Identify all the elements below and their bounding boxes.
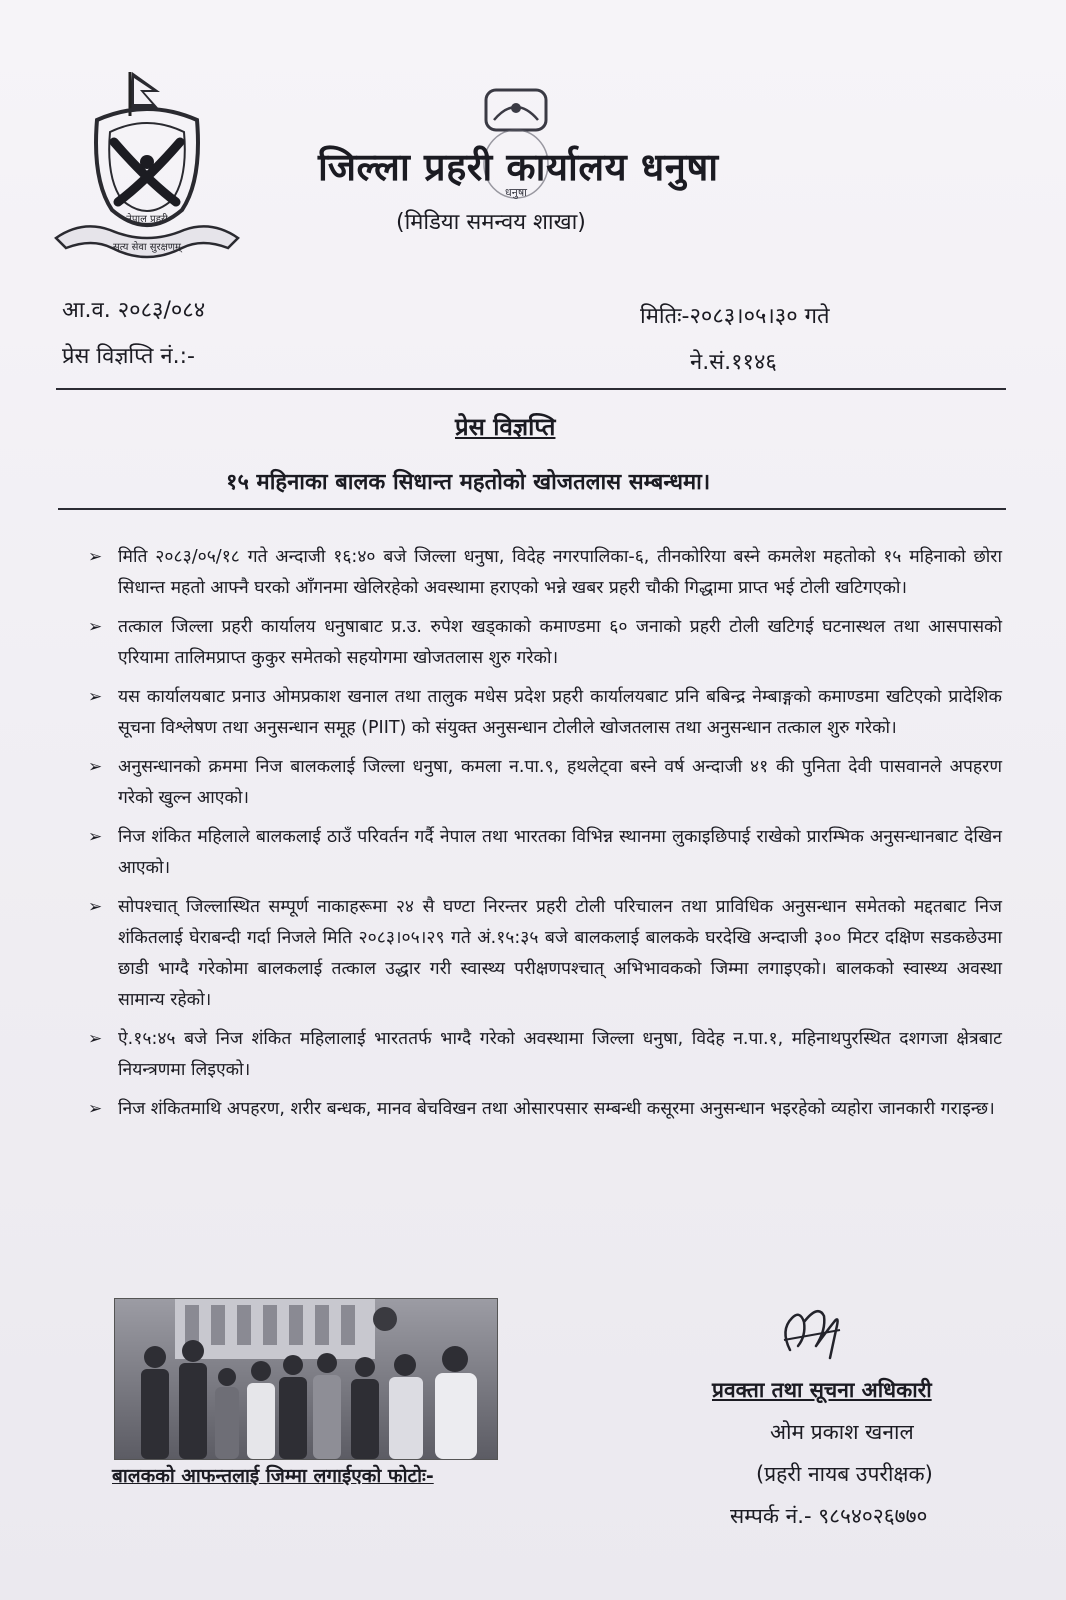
signatory-contact: सम्पर्क नं.- ९८५४०२६७७० (730, 1504, 928, 1528)
bullet-item (88, 822, 1002, 884)
arrow-bullet-icon: ➢ (88, 617, 103, 637)
divider-subject (58, 508, 1006, 510)
nepal-police-emblem-icon (52, 70, 242, 270)
bullet-text: तत्काल जिल्ला प्रहरी कार्यालय धनुषाबाट प्र.उ. रुपेश खड्काको कमाण्डमा ६० जनाको प्रहरी टोली खटिगई घटनास्थल तथा आसपासको एरियामा तालिमप्राप्त कुकुर समेतको सहयोगमा खोजतलास शुरु गरेको। (118, 617, 1002, 668)
signatory-name: ओम प्रकाश खनाल (770, 1420, 914, 1444)
divider-top (56, 388, 1006, 390)
bullet-text: निज शंकित महिलाले बालकलाई ठाउँ परिवर्तन गर्दै नेपाल तथा भारतका विभिन्न स्थानमा लुकाइछिपाई राखेको प्रारम्भिक अनुसन्धानबाट देखिन आएको। (118, 827, 1002, 878)
bullet-item (88, 682, 1002, 744)
svg-text:धनुषा: धनुषा (504, 186, 528, 199)
press-release-number: प्रेस विज्ञप्ति नं.:- (62, 344, 195, 369)
handwritten-signature-icon (770, 1300, 850, 1364)
arrow-bullet-icon: ➢ (88, 687, 103, 707)
fiscal-year: आ.व. २०८३/०८४ (62, 298, 206, 323)
office-title: जिल्ला प्रहरी कार्यालय धनुषा (318, 145, 719, 189)
handover-photo (114, 1298, 498, 1460)
arrow-bullet-icon: ➢ (88, 1099, 103, 1119)
arrow-bullet-icon: ➢ (88, 1029, 103, 1049)
bullet-item (88, 1094, 1002, 1125)
svg-text:नेपाल प्रहरी: नेपाल प्रहरी (126, 214, 168, 225)
bullet-item (88, 542, 1002, 604)
bullet-text: निज शंकितमाथि अपहरण, शरीर बन्धक, मानव बेचविखन तथा ओसारपसार सम्बन्धी कसूरमा अनुसन्धान भइरहेको व्यहोरा जानकारी गराइन्छ। (118, 1099, 995, 1119)
branch-name: (मिडिया समन्वय शाखा) (396, 210, 586, 235)
bullet-item (88, 892, 1002, 1016)
bullet-text: यस कार्यालयबाट प्रनाउ ओमप्रकाश खनाल तथा तालुक मधेस प्रदेश प्रहरी कार्यालयबाट प्रनि बबिन्द्र नेम्बाङ्गको कमाण्डमा खटिएको प्रादेशिक सूचना विश्लेषण तथा अनुसन्धान समूह (PIIT) को संयुक्त अनुसन्धान टोलीले खोजतलास तथा अनुसन्धान तत्काल शुरु गरेको। (118, 687, 1002, 738)
document-heading: प्रेस विज्ञप्ति (455, 413, 556, 441)
photo-caption: बालकको आफन्तलाई जिम्मा लगाईएको फोटोः- (112, 1465, 434, 1487)
arrow-bullet-icon: ➢ (88, 897, 103, 917)
arrow-bullet-icon: ➢ (88, 827, 103, 847)
bullet-text: अनुसन्धानको क्रममा निज बालकलाई जिल्ला धनुषा, कमला न.पा.९, हथलेट्वा बस्ने वर्ष अन्दाजी ४१ की पुनिता देवी पासवानले अपहरण गरेको खुल्न आएको। (118, 757, 1002, 808)
release-date: मितिः-२०८३।०५।३० गते (640, 304, 830, 329)
bullet-text: सोपश्चात् जिल्लास्थित सम्पूर्ण नाकाहरूमा २४ सै घण्टा निरन्तर प्रहरी टोली परिचालन तथा प्राविधिक अनुसन्धान समेतको मद्दतबाट निज शंकितलाई घेराबन्दी गर्दा निजले मिति २०८३।०५।२९ गते अं.१५:३५ बजे बालकलाई बालकके घरदेखि अन्दाजी ३०० मिटर दक्षिण सडकछेउमा छाडी भाग्दै गरेकोमा बालकलाई तत्काल उद्धार गरी स्वास्थ्य परीक्षणपश्चात् अभिभावकको जिम्मा लगाइएको। बालकको स्वास्थ्य अवस्था सामान्य रहेको। (118, 897, 1002, 1010)
bullet-item (88, 1024, 1002, 1086)
bullet-item (88, 752, 1002, 814)
arrow-bullet-icon: ➢ (88, 547, 103, 567)
bullet-item (88, 612, 1002, 674)
bullet-text: ऐ.१५:४५ बजे निज शंकित महिलालाई भारततर्फ भाग्दै गरेको अवस्थामा जिल्ला धनुषा, विदेह न.पा.१, महिनाथपुरस्थित दशगजा क्षेत्रबाट नियन्त्रणमा लिइएको। (118, 1029, 1002, 1080)
document-subject: १५ महिनाका बालक सिधान्त महतोको खोजतलास सम्बन्धमा। (226, 470, 711, 495)
bullet-list (88, 542, 1002, 1133)
signatory-rank: (प्रहरी नायब उपरीक्षक) (756, 1462, 933, 1486)
arrow-bullet-icon: ➢ (88, 757, 103, 777)
svg-text:सत्य सेवा सुरक्षणम्: सत्य सेवा सुरक्षणम् (113, 242, 181, 253)
bullet-text: मिति २०८३/०५/१८ गते अन्दाजी १६:४० बजे जिल्ला धनुषा, विदेह नगरपालिका-६, तीनकोरिया बस्ने कमलेश महतोको १५ महिनाको छोरा सिधान्त महतो आफ्नै घरको आँगनमा खेलिरहेको अवस्थामा हराएको भन्ने खबर प्रहरी चौकी गिद्धामा प्राप्त भई टोली खटिगएको। (118, 547, 1002, 598)
signatory-title: प्रवक्ता तथा सूचना अधिकारी (712, 1378, 932, 1402)
group-photo-image (115, 1299, 497, 1459)
nepal-sambat-date: ने.सं.११४६ (690, 350, 777, 375)
